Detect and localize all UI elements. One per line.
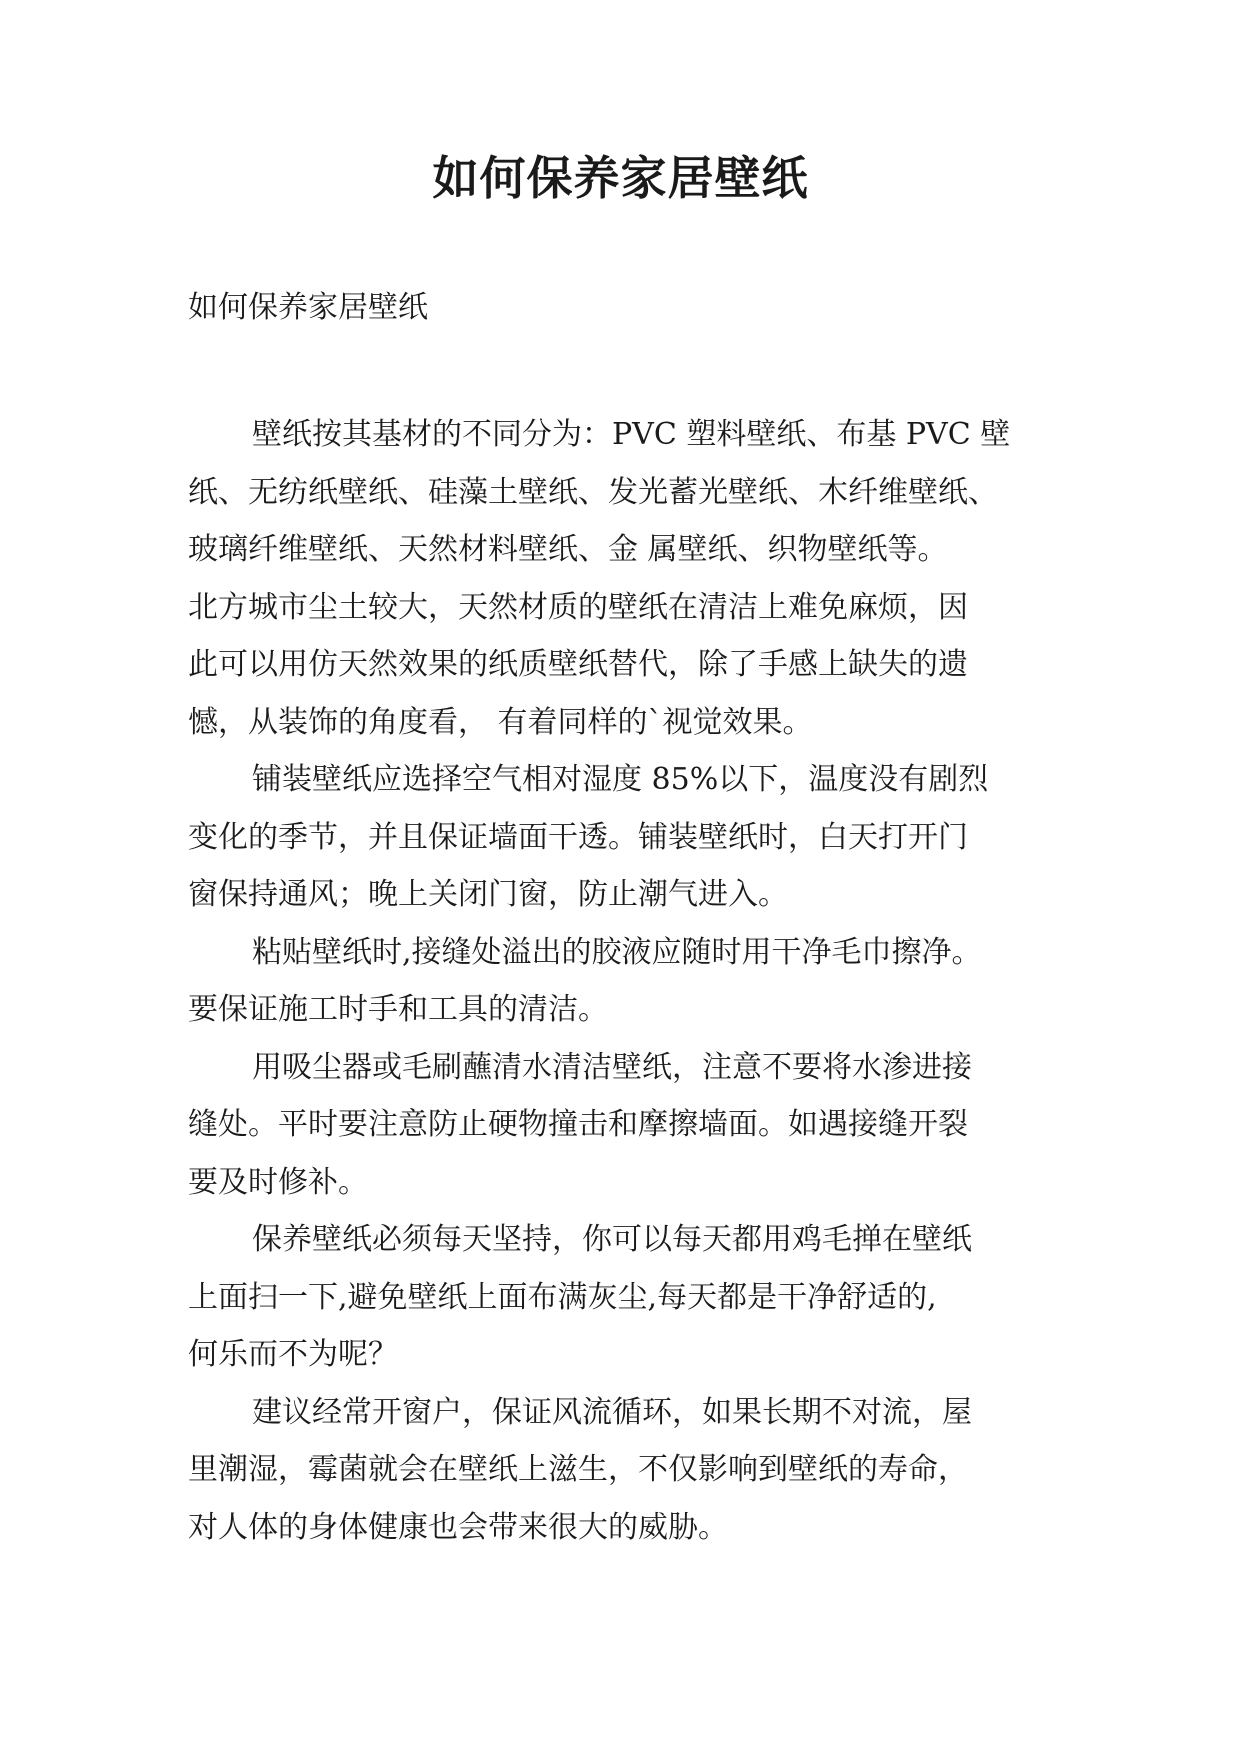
- paragraph-line: 缝处。平时要注意防止硬物撞击和摩擦墙面。如遇接缝开裂: [188, 1107, 968, 1142]
- paragraph-daily-dusting: [188, 1211, 1050, 1384]
- paragraph-line: 对人体的身体健康也会带来很大的威胁。: [188, 1509, 728, 1545]
- paragraph-line: 要及时修补。: [188, 1164, 368, 1200]
- paragraph-cleaning: [188, 1039, 1050, 1212]
- paragraph-installation-humidity: [188, 751, 1050, 924]
- paragraph-line: 要保证施工时手和工具的清洁。: [188, 992, 608, 1027]
- document-body: [188, 406, 1050, 1556]
- paragraph-line: 铺装壁纸应选择空气相对湿度 85%以下，温度没有剧烈: [252, 762, 989, 797]
- paragraph-line: 粘贴壁纸时,接缝处溢出的胶液应随时用干净毛巾擦净。: [252, 934, 982, 970]
- paragraph-line: 上面扫一下,避免壁纸上面布满灰尘,每天都是干净舒适的,: [188, 1279, 937, 1315]
- paragraph-line: 窗保持通风；晚上关闭门窗，防止潮气进入。: [188, 877, 788, 912]
- paragraph-line: 北方城市尘土较大，天然材质的壁纸在清洁上难免麻烦，因: [188, 589, 968, 625]
- paragraph-line: 用吸尘器或毛刷蘸清水清洁壁纸，注意不要将水渗进接: [252, 1049, 972, 1085]
- paragraph-wallpaper-types: [188, 406, 1050, 751]
- paragraph-ventilation: [188, 1384, 1050, 1557]
- paragraph-line: 纸、无纺纸壁纸、硅藻土壁纸、发光蓄光壁纸、木纤维壁纸、: [188, 474, 998, 510]
- document-title: 如何保养家居壁纸: [432, 151, 809, 205]
- paragraph-line: 保养壁纸必须每天坚持，你可以每天都用鸡毛掸在壁纸: [252, 1222, 972, 1257]
- paragraph-line: 里潮湿，霉菌就会在壁纸上滋生，不仅影响到壁纸的寿命，: [188, 1452, 968, 1487]
- paragraph-line: 何乐而不为呢？: [188, 1337, 398, 1372]
- paragraph-line: 变化的季节，并且保证墙面干透。铺装壁纸时，白天打开门: [188, 819, 968, 855]
- paragraph-line: 建议经常开窗户，保证风流循环，如果长期不对流，屋: [252, 1394, 972, 1430]
- paragraph-line: 玻璃纤维壁纸、天然材料壁纸、金 属壁纸、织物壁纸等。: [188, 532, 948, 567]
- paragraph-line: 壁纸按其基材的不同分为：PVC 塑料壁纸、布基 PVC 壁: [252, 417, 1011, 452]
- document-subtitle: 如何保养家居壁纸: [188, 290, 428, 325]
- paragraph-line: 憾，从装饰的角度看， 有着同样的`视觉效果。: [188, 704, 813, 740]
- paragraph-line: 此可以用仿天然效果的纸质壁纸替代，除了手感上缺失的遗: [188, 647, 968, 682]
- paragraph-glue-cleanup: [188, 924, 1050, 1039]
